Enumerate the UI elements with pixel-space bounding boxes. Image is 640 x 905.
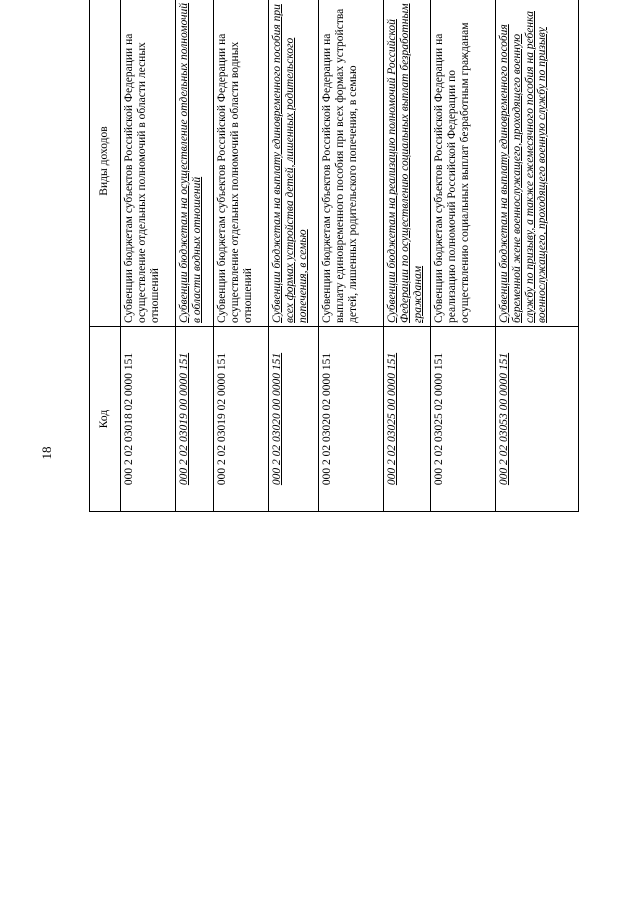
row-code: 000 2 02 03025 02 0000 151 (430, 327, 495, 512)
row-description: Субвенции бюджетам субъектов Российской Федерации на выплату единовременного пособия при всех формах устройства детей, лишенных родительского попечения, в семью (318, 0, 383, 327)
table-row (318, 0, 383, 512)
row-code: 000 2 02 03019 02 0000 151 (213, 327, 268, 512)
header-description: Виды доходов (90, 0, 121, 327)
row-description (495, 0, 578, 327)
revenue-table (89, 0, 579, 512)
row-code: 000 2 02 03020 02 0000 151 (318, 327, 383, 512)
row-description: Субвенции бюджетам субъектов Российской Федерации на осуществление отдельных полномочий в области водных отношений (213, 0, 268, 327)
table-row (268, 0, 318, 512)
row-code-text: 000 2 02 03025 00 0000 151 (385, 352, 398, 486)
row-description-text: Субвенции бюджетам на выплату единовременного пособия беременной жене военнослужащего, проходящего военную службу по призыву, а также ежемесячного пособия на ребенка военнослужащего, проходящего военную службу по призыву (497, 11, 549, 323)
row-description-text: Субвенции бюджетам на осуществление отдельных полномочий в области водных отношений (177, 2, 203, 323)
row-description: Субвенции бюджетам субъектов Российской Федерации на осуществление отдельных полномочий в области лесных отношений (120, 0, 175, 327)
header-row (90, 0, 121, 512)
table-row (175, 0, 213, 512)
row-code: 000 2 02 03018 02 0000 151 (120, 327, 175, 512)
table-viewport (89, 2, 549, 833)
table-row (383, 0, 430, 512)
table-row (213, 0, 268, 512)
row-code-text: 000 2 02 03020 00 0000 151 (270, 352, 283, 486)
rotated-table-container (89, 0, 549, 512)
row-description (383, 0, 430, 327)
page-number: 18 (39, 446, 54, 460)
row-description-text: Субвенции бюджетам на выплату единовременного пособия при всех формах устройства детей, лишенных родительского попечения, в семью (270, 4, 309, 323)
row-code-text: 000 2 02 03053 00 0000 151 (497, 352, 510, 486)
table-row (430, 0, 495, 512)
row-description: Субвенции бюджетам субъектов Российской Федерации на реализацию полномочий Российской Федерации по осуществлению социальных выплат безработным гражданам (430, 0, 495, 327)
row-description (268, 0, 318, 327)
row-code (175, 327, 213, 512)
row-code (268, 327, 318, 512)
header-code: Код (90, 327, 121, 512)
table-row (495, 0, 578, 512)
table-row (120, 0, 175, 512)
row-code-text: 000 2 02 03019 00 0000 151 (177, 352, 190, 486)
row-code (383, 327, 430, 512)
row-description-text: Субвенции бюджетам на реализацию полномочий Российской Федерации по осуществлению социальных выплат безработным гражданам (385, 3, 424, 323)
row-description (175, 0, 213, 327)
row-code (495, 327, 578, 512)
